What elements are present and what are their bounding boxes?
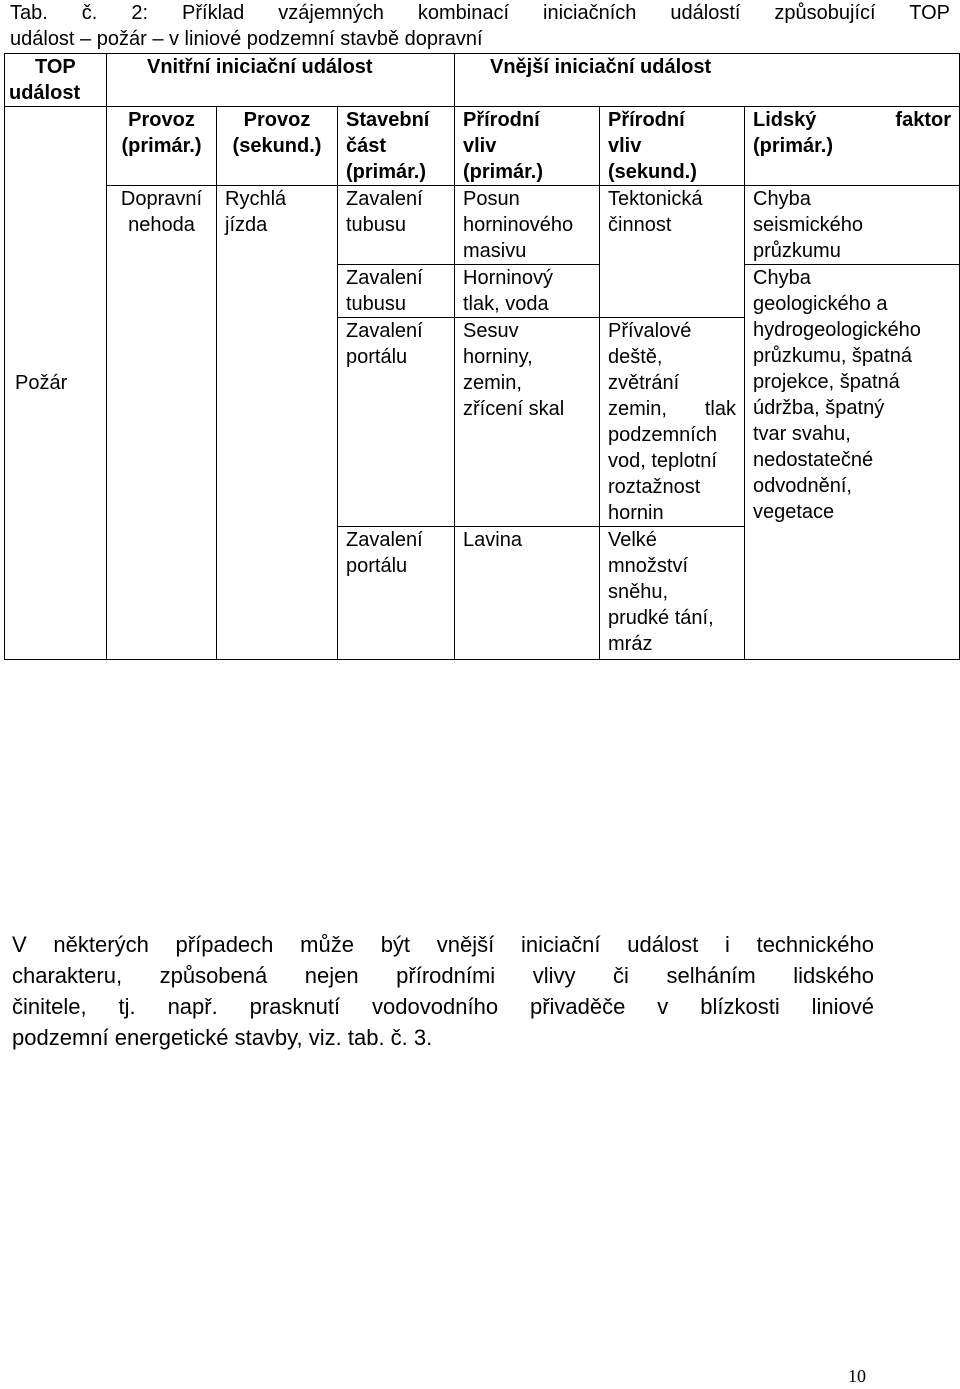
table-row — [5, 186, 960, 265]
header-col-human-factor: Lidský faktor (primár.) — [745, 107, 960, 186]
cell-heavy-rain: Přívalové deště, zvětrání zemin, tlak podzemních vod, teplotní roztažnost hornin — [600, 318, 745, 527]
cell-rock-mass-shift: Posun horninového masivu — [455, 186, 600, 265]
table-caption — [10, 0, 950, 52]
body-paragraph — [12, 929, 874, 1053]
paragraph-line-1: V některých případech může být vnější iniciační událost i technického — [12, 932, 874, 957]
header-external: Vnější iniciační událost — [455, 54, 960, 107]
cell-tube-collapse-1: Zavalení tubusu — [338, 186, 455, 265]
cell-portal-collapse-1: Zavalení portálu — [338, 318, 455, 527]
cell-traffic-accident: Dopravní nehoda — [107, 186, 217, 660]
header-row-2 — [5, 107, 960, 186]
caption-line-2: událost – požár – v liniové podzemní stavbě dopravní — [10, 28, 483, 50]
cell-heavy-snow: Velké množství sněhu, prudké tání, mráz — [600, 527, 745, 660]
paragraph-line-2: charakteru, způsobená nejen přírodními vlivy či selháním lidského — [12, 963, 874, 988]
cell-landslide: Sesuv horniny, zemin, zřícení skal — [455, 318, 600, 527]
header-col-operation-primary: Provoz (primár.) — [107, 107, 217, 186]
cell-rock-pressure-water: Horninový tlak, voda — [455, 265, 600, 318]
initiating-events-table — [4, 53, 960, 660]
cell-seismic-survey-error: Chyba seismického průzkumu — [745, 186, 960, 265]
header-internal: Vnitřní iniciační událost — [107, 54, 455, 107]
header-col-natural-primary: Přírodní vliv (primár.) — [455, 107, 600, 186]
cell-geological-survey-error: Chyba geologického a hydrogeologického průzkumu, špatná projekce, špatná údržba, špatný tvar svahu, nedostatečné odvodnění, vegetace — [745, 265, 960, 660]
header-top-event: TOP událost — [5, 54, 107, 107]
header-col-natural-secondary: Přírodní vliv (sekund.) — [600, 107, 745, 186]
header-col-structure: Stavební část (primár.) — [338, 107, 455, 186]
header-row-1 — [5, 54, 960, 107]
cell-avalanche: Lavina — [455, 527, 600, 660]
cell-tube-collapse-2: Zavalení tubusu — [338, 265, 455, 318]
paragraph-line-3: činitele, tj. např. prasknutí vodovodního přivaděče v blízkosti liniové — [12, 994, 874, 1019]
page-number: 10 — [848, 1366, 866, 1386]
caption-line-1: Tab. č. 2: Příklad vzájemných kombinací iniciačních událostí způsobující TOP — [10, 2, 950, 24]
event-fire: Požár — [5, 107, 107, 660]
header-col-operation-secondary: Provoz (sekund.) — [217, 107, 338, 186]
cell-portal-collapse-2: Zavalení portálu — [338, 527, 455, 660]
cell-speeding: Rychlá jízda — [217, 186, 338, 660]
paragraph-line-4: podzemní energetické stavby, viz. tab. č. 3. — [12, 1025, 433, 1050]
cell-tectonic-activity: Tektonická činnost — [600, 186, 745, 318]
